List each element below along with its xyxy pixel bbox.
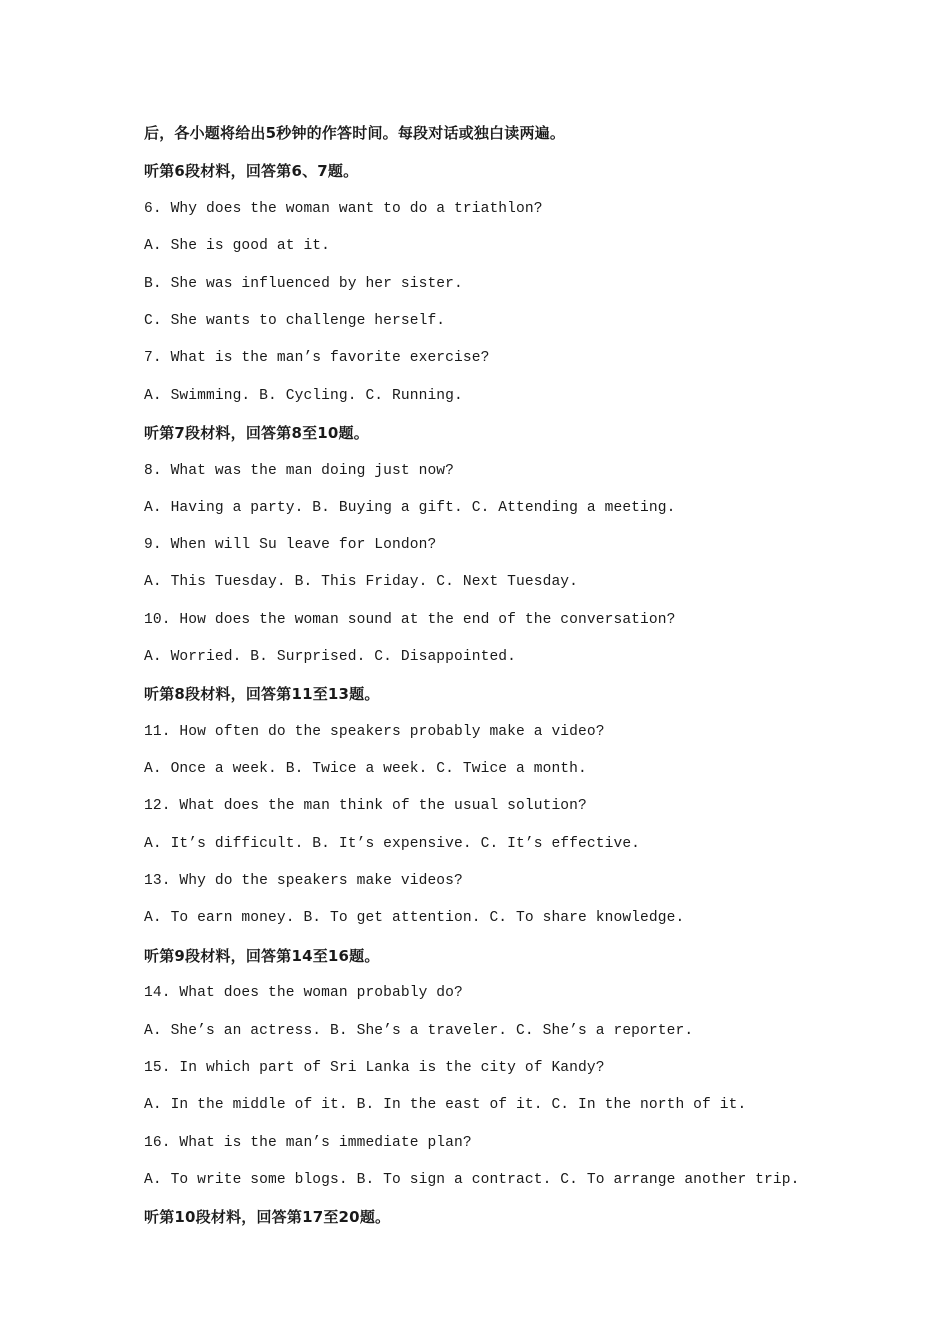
question-text: 7. What is the man’s favorite exercise? [144,350,490,366]
section-heading: 听第10段材料，回答第17至20题。 [144,1208,391,1226]
option-text: C. She wants to challenge herself. [144,313,446,329]
options-line: A. Worried. B. Surprised. C. Disappointed. [144,649,517,665]
question-text: 12. What does the man think of the usual solution? [144,798,587,814]
section-heading: 听第7段材料，回答第8至10题。 [144,424,369,442]
question-text: 8. What was the man doing just now? [144,463,455,479]
question-text: 16. What is the man’s immediate plan? [144,1135,472,1151]
option-text: B. She was influenced by her sister. [144,276,463,292]
options-line: A. She’s an actress. B. She’s a traveler. C. She’s a reporter. [144,1023,694,1039]
question-text: 10. How does the woman sound at the end of the conversation? [144,612,676,628]
section-heading: 听第9段材料，回答第14至16题。 [144,947,380,965]
options-line: A. Having a party. B. Buying a gift. C. Attending a meeting. [144,500,676,516]
options-line: A. To earn money. B. To get attention. C. To share knowledge. [144,910,685,926]
question-text: 13. Why do the speakers make videos? [144,873,463,889]
question-text: 14. What does the woman probably do? [144,985,463,1001]
question-text: 15. In which part of Sri Lanka is the city of Kandy? [144,1060,605,1076]
option-text: A. She is good at it. [144,238,331,254]
options-line: A. It’s difficult. B. It’s expensive. C. It’s effective. [144,836,641,852]
question-text: 9. When will Su leave for London? [144,537,437,553]
question-text: 6. Why does the woman want to do a triathlon? [144,201,543,217]
options-line: A. In the middle of it. B. In the east of it. C. In the north of it. [144,1097,747,1113]
section-heading: 听第6段材料，回答第6、7题。 [144,162,359,180]
instruction-text: 后，各小题将给出5秒钟的作答时间。每段对话或独白读两遍。 [144,124,566,142]
question-text: 11. How often do the speakers probably make a video? [144,724,605,740]
options-line: A. To write some blogs. B. To sign a contract. C. To arrange another trip. [144,1172,800,1188]
options-line: A. Once a week. B. Twice a week. C. Twice a month. [144,761,587,777]
section-heading: 听第8段材料，回答第11至13题。 [144,685,380,703]
options-line: A. Swimming. B. Cycling. C. Running. [144,388,463,404]
options-line: A. This Tuesday. B. This Friday. C. Next Tuesday. [144,574,579,590]
